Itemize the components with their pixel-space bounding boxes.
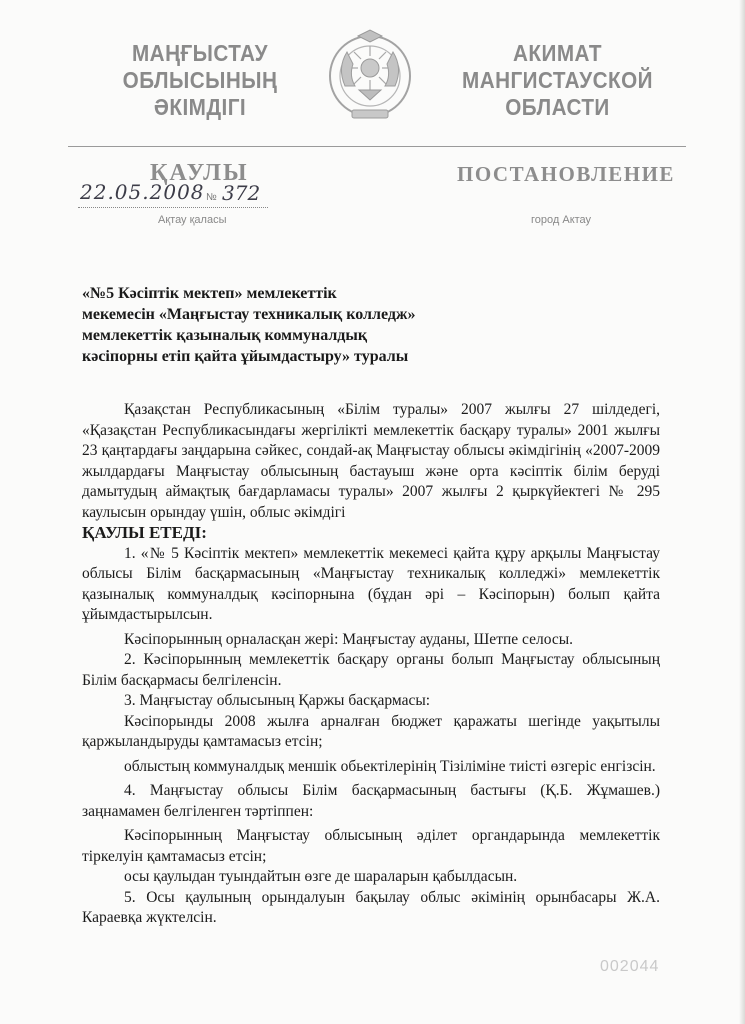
resolves-heading: ҚАУЛЫ ЕТЕДІ: bbox=[82, 523, 207, 542]
decree-title bbox=[82, 283, 472, 367]
clause-3-item-a: Кәсіпорынды 2008 жылға арналған бюджет қаражаты шегінде уақытылы қаржыландыруды қамтамасыз етсін; bbox=[82, 712, 660, 750]
header-right-line: МАНГИСТАУСКОЙ bbox=[462, 67, 653, 93]
header-right-ru bbox=[456, 40, 659, 121]
decree-body bbox=[82, 400, 660, 929]
clause-4-item-a: Кәсіпорынның Маңғыстау облысының әділет органдарында мемлекеттік тіркелуін қамтамасыз етсін; bbox=[82, 827, 660, 865]
clause-3: 3. Маңғыстау облысының Қаржы басқармасы: bbox=[124, 692, 431, 709]
decree-label-ru: ПОСТАНОВЛЕНИЕ bbox=[457, 162, 675, 186]
title-line: мемлекеттік қазыналық коммуналдық bbox=[82, 327, 368, 344]
header-left-line: ӘКІМДІГІ bbox=[153, 94, 247, 120]
state-emblem-icon bbox=[325, 28, 415, 128]
number-sign: № bbox=[206, 192, 217, 203]
city-kz: Ақтау қаласы bbox=[158, 214, 227, 226]
decree-number: 372 bbox=[222, 181, 261, 205]
title-line: «№5 Кәсіптік мектеп» мемлекеттік bbox=[82, 285, 337, 302]
clause-4: 4. Маңғыстау облысы Білім басқармасының бастығы (Қ.Б. Жұмашев.) заңнамамен белгіленген тәртіппен: bbox=[82, 782, 660, 820]
decree-label-kz: ҚАУЛЫ bbox=[150, 160, 249, 186]
header-left-line: ОБЛЫСЫНЫҢ bbox=[122, 67, 278, 93]
clause-3-item-b: облыстың коммуналдық меншік обьектілерінің Тізіліміне тиісті өзгеріс енгізсін. bbox=[124, 757, 656, 775]
header-divider bbox=[68, 146, 686, 147]
page-stamp-number: 002044 bbox=[600, 958, 660, 975]
decree-date: 22.05.2008 bbox=[80, 180, 205, 204]
clause-2: 2. Кәсіпорынның мемлекеттік басқару органы болып Маңғыстау облысының Білім басқармасы белгіленсін. bbox=[82, 651, 660, 689]
clause-1: 1. «№ 5 Кәсіптік мектеп» мемлекеттік мекемесі қайта құру арқылы Маңғыстау облысы Білім басқармасының «Маңғыстау техникалық колледжі» мемлекеттік қазыналық коммуналдық кәсіпорнына (бұдан әрі – Кәсіпорын) болып қайта ұйымдастырылсын. bbox=[82, 544, 660, 623]
header-left-kz bbox=[110, 40, 290, 121]
header-left-line: МАҢҒЫСТАУ bbox=[131, 40, 269, 66]
clause-4-item-b: осы қаулыдан туындайтын өзге де шараларын қабылдасын. bbox=[124, 868, 518, 885]
title-line: мекемесін «Маңғыстау техникалық колледж» bbox=[82, 306, 416, 323]
city-ru: город Актау bbox=[531, 214, 592, 226]
header-right-line: ОБЛАСТИ bbox=[505, 94, 610, 120]
clause-5: 5. Осы қаулының орындалуын бақылау облыс әкімінің орынбасары Ж.А. Караевқа жүктелсін. bbox=[82, 888, 660, 926]
clause-1-location: Кәсіпорынның орналасқан жері: Маңғыстау ауданы, Шетпе селосы. bbox=[124, 630, 574, 648]
header-right-line: АКИМАТ bbox=[513, 40, 602, 66]
scan-edge-shadow bbox=[739, 0, 745, 1024]
title-line: кәсіпорны етіп қайта ұйымдастыру» туралы bbox=[82, 348, 409, 365]
intro-paragraph: Қазақстан Республикасының «Білім туралы» 2007 жылғы 27 шілдедегі, «Қазақстан Республикасындағы жергілікті мемлекеттік басқару туралы» 2001 жылғы 23 қаңтардағы заңдарына сәйкес, сондай-ақ Маңғыстау облысы әкімдігінің «2007-2009 жылдардағы Маңғыстау облысының бастауыш және орта кәсіптік білім беруді дамытудың аймақтық бағдарламасы туралы» 2007 жылғы 2 қыркүйектегі № 295 каулысын орындау үшін, облыс әкімдігі bbox=[82, 401, 660, 521]
